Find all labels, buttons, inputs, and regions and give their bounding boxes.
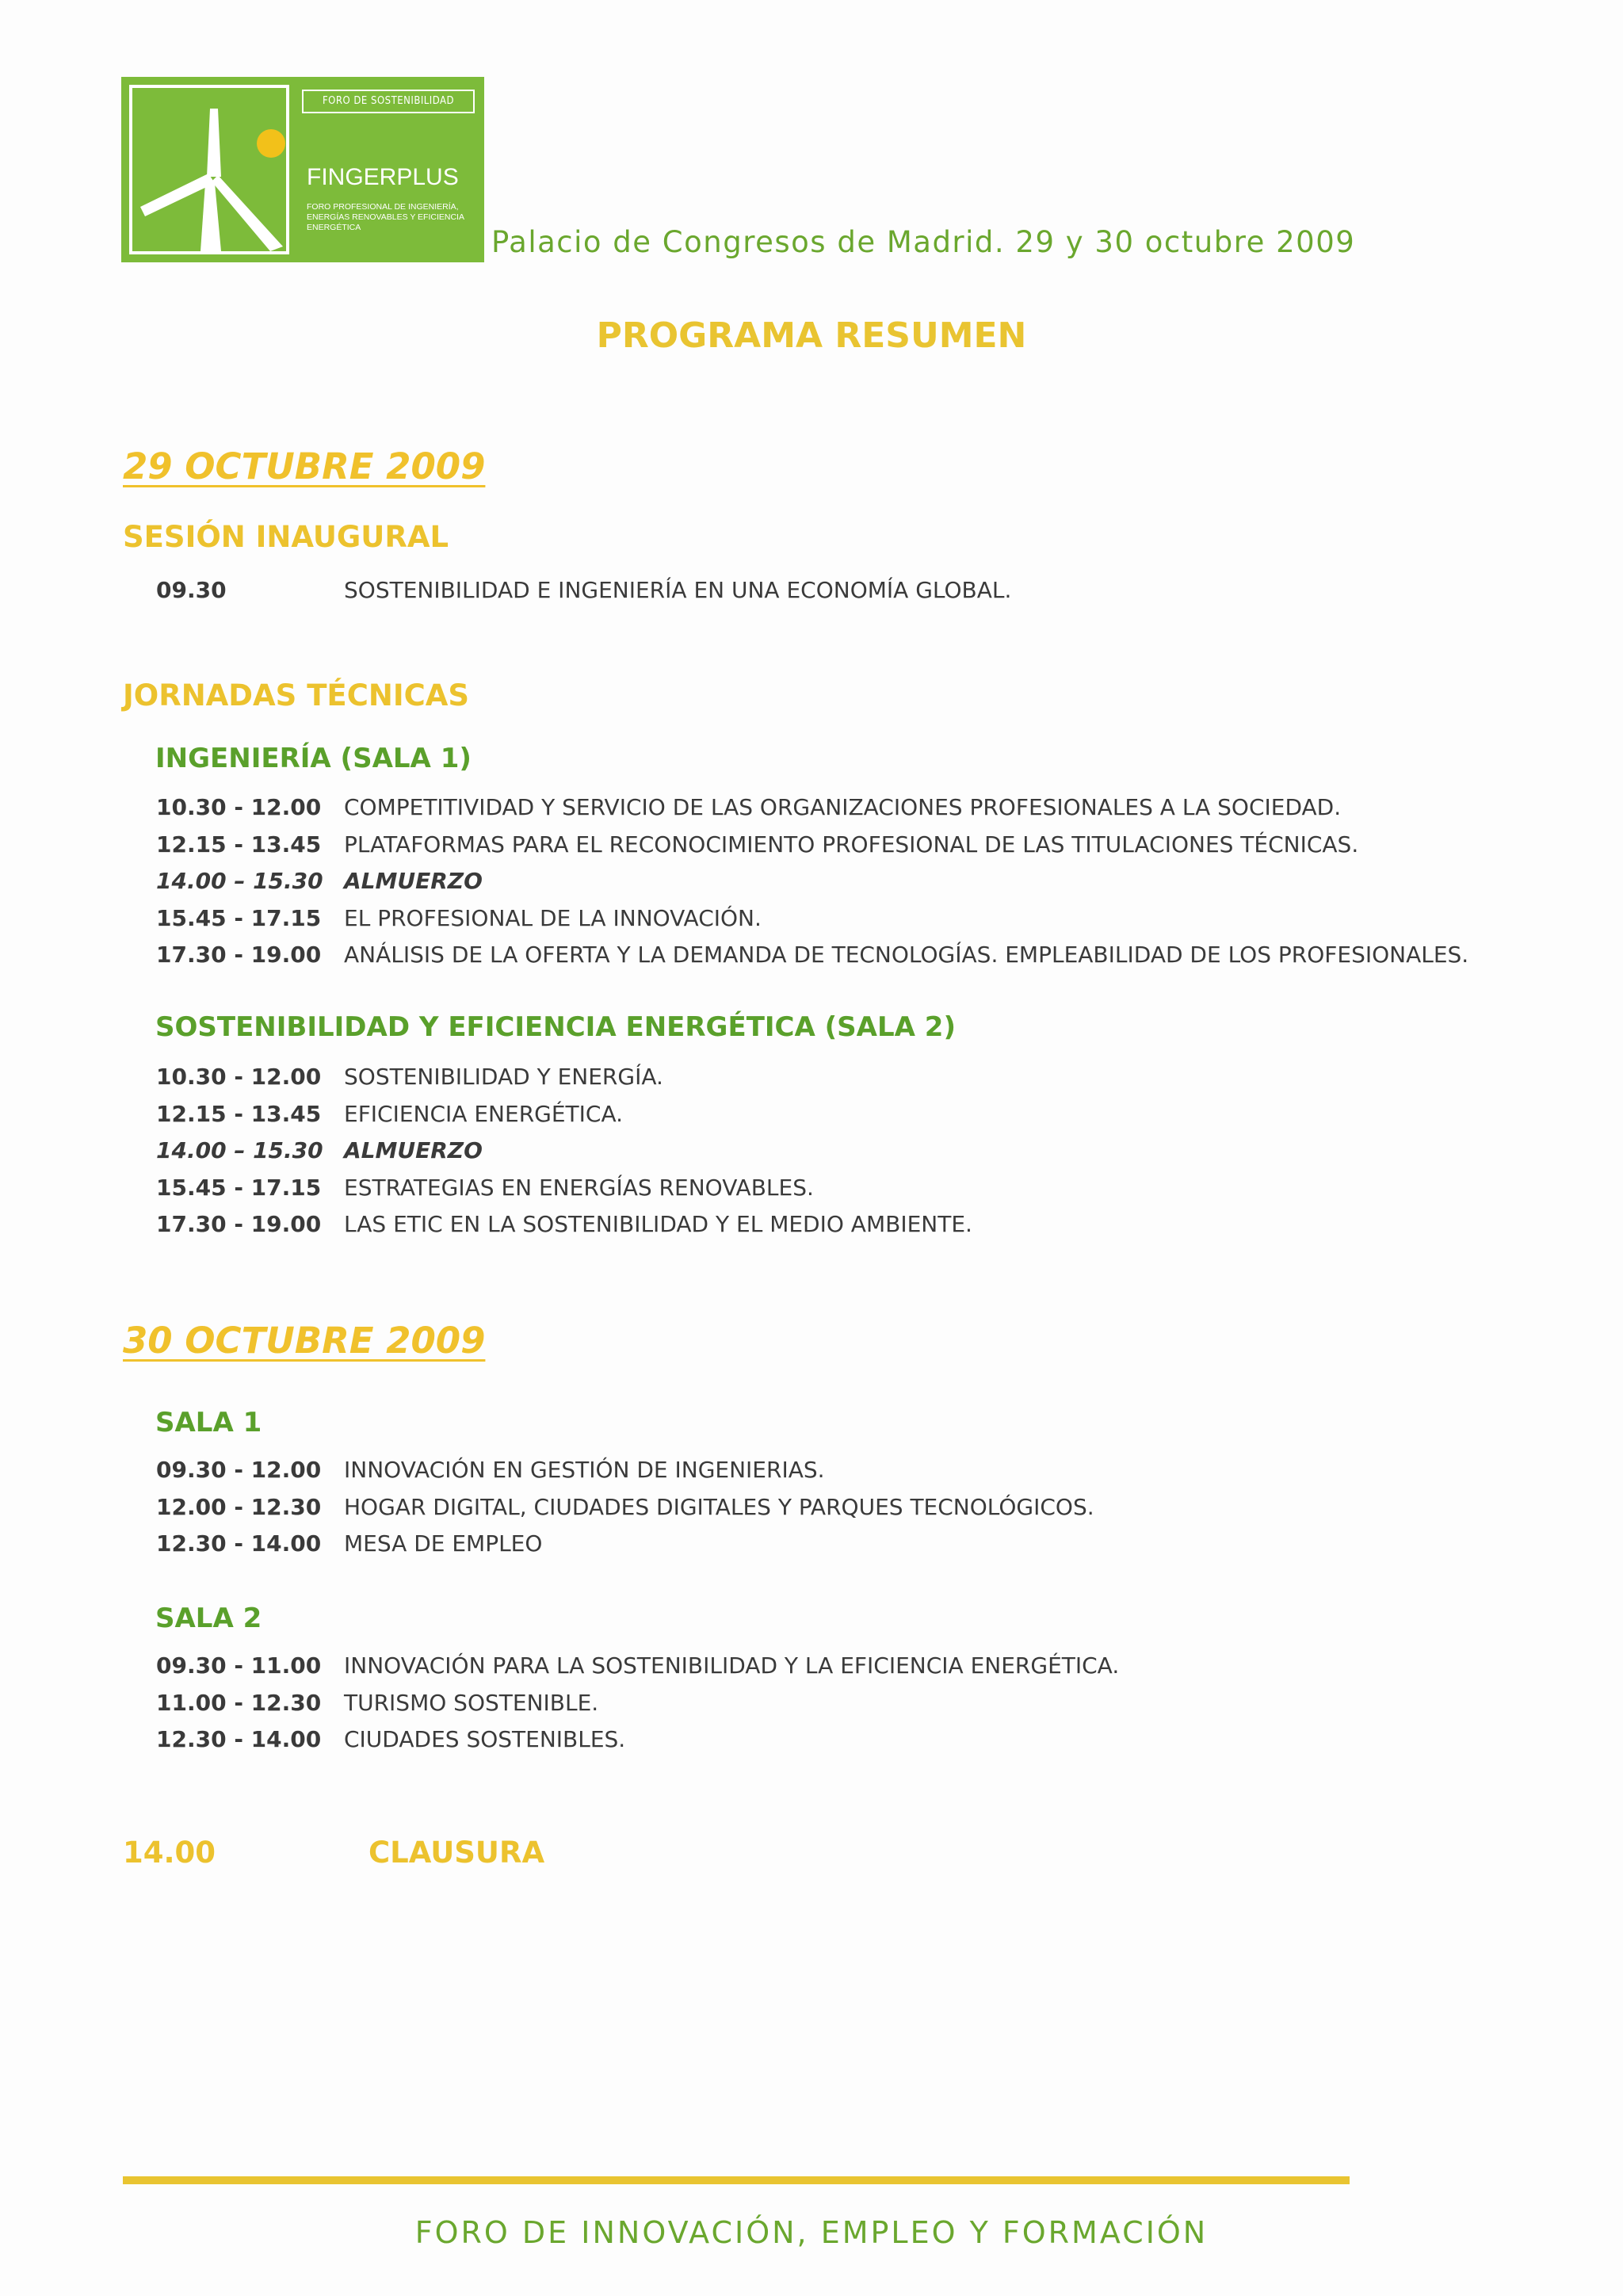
- row-desc: TURISMO SOSTENIBLE.: [344, 1689, 599, 1716]
- row-desc: HOGAR DIGITAL, CIUDADES DIGITALES Y PARQUES TECNOLÓGICOS.: [344, 1493, 1094, 1520]
- row-desc: MESA DE EMPLEO: [344, 1530, 543, 1557]
- logo-subtitle: FORO PROFESIONAL DE INGENIERÍA, ENERGÍAS RENOVABLES Y EFICIENCIA ENERGÉTICA: [307, 202, 464, 232]
- footer-text: FORO DE INNOVACIÓN, EMPLEO Y FORMACIÓN: [414, 2215, 1209, 2250]
- row-time: 10.30 - 12.00: [156, 1064, 322, 1090]
- day1-date: 29 OCTUBRE 2009: [123, 445, 486, 487]
- day1-sala2-heading: SOSTENIBILIDAD Y EFICIENCIA ENERGÉTICA (SALA 2): [155, 1011, 956, 1043]
- day2-date: 30 OCTUBRE 2009: [123, 1320, 486, 1362]
- row-time: 17.30 - 19.00: [156, 1211, 322, 1237]
- day1-sala1-heading: INGENIERÍA (SALA 1): [155, 743, 472, 774]
- closing-time: 14.00: [123, 1836, 216, 1870]
- row-time: 10.30 - 12.00: [156, 794, 322, 820]
- row-time: 11.00 - 12.30: [156, 1689, 322, 1716]
- row-time: 12.15 - 13.45: [156, 831, 322, 858]
- row-time: 17.30 - 19.00: [156, 942, 322, 968]
- row-time: 14.00 – 15.30: [156, 868, 323, 894]
- row-desc: EFICIENCIA ENERGÉTICA.: [344, 1100, 624, 1127]
- row-desc: ALMUERZO: [344, 1137, 483, 1163]
- row-time: 12.30 - 14.00: [156, 1726, 322, 1752]
- inaugural-heading: SESIÓN INAUGURAL: [123, 520, 449, 554]
- row-time: 12.15 - 13.45: [156, 1100, 322, 1127]
- row-time: 09.30 - 12.00: [156, 1457, 322, 1483]
- row-desc: CIUDADES SOSTENIBLES.: [344, 1726, 626, 1752]
- row-time: 15.45 - 17.15: [156, 904, 322, 931]
- row-desc: COMPETITIVIDAD Y SERVICIO DE LAS ORGANIZACIONES PROFESIONALES A LA SOCIEDAD.: [344, 794, 1342, 820]
- closing-label: CLAUSURA: [369, 1836, 545, 1870]
- row-time: 12.30 - 14.00: [156, 1530, 322, 1557]
- row-desc: ANÁLISIS DE LA OFERTA Y LA DEMANDA DE TECNOLOGÍAS. EMPLEABILIDAD DE LOS PROFESIONALES.: [344, 942, 1469, 968]
- page-title: PROGRAMA RESUMEN: [596, 315, 1027, 356]
- day2-sala1-heading: SALA 1: [155, 1407, 262, 1438]
- row-desc: INNOVACIÓN EN GESTIÓN DE INGENIERIAS.: [344, 1457, 825, 1483]
- row-desc: EL PROFESIONAL DE LA INNOVACIÓN.: [344, 904, 762, 931]
- row-time: 09.30: [156, 577, 227, 603]
- jornadas-heading: JORNADAS TÉCNICAS: [123, 678, 470, 712]
- row-desc: SOSTENIBILIDAD Y ENERGÍA.: [344, 1064, 663, 1090]
- row-desc: LAS ETIC EN LA SOSTENIBILIDAD Y EL MEDIO AMBIENTE.: [344, 1211, 972, 1237]
- row-desc: SOSTENIBILIDAD E INGENIERÍA EN UNA ECONOMÍA GLOBAL.: [344, 577, 1012, 603]
- fingerplus-logo: [121, 77, 484, 262]
- footer-divider: [123, 2176, 1350, 2184]
- day2-sala2-heading: SALA 2: [155, 1603, 262, 1634]
- logo-top-label: FORO DE SOSTENIBILIDAD: [302, 90, 475, 113]
- row-time: 09.30 - 11.00: [156, 1652, 322, 1679]
- venue-line: Palacio de Congresos de Madrid. 29 y 30 octubre 2009: [491, 225, 1356, 259]
- row-desc: ALMUERZO: [344, 868, 483, 894]
- row-time: 15.45 - 17.15: [156, 1174, 322, 1201]
- sun-icon: [257, 129, 285, 158]
- row-desc: PLATAFORMAS PARA EL RECONOCIMIENTO PROFESIONAL DE LAS TITULACIONES TÉCNICAS.: [344, 831, 1359, 858]
- row-time: 12.00 - 12.30: [156, 1493, 322, 1520]
- wind-turbine-icon: [129, 85, 289, 254]
- row-desc: ESTRATEGIAS EN ENERGÍAS RENOVABLES.: [344, 1174, 814, 1201]
- logo-name: FINGERPLUS: [307, 164, 459, 190]
- row-time: 14.00 – 15.30: [156, 1137, 323, 1163]
- row-desc: INNOVACIÓN PARA LA SOSTENIBILIDAD Y LA EFICIENCIA ENERGÉTICA.: [344, 1652, 1120, 1679]
